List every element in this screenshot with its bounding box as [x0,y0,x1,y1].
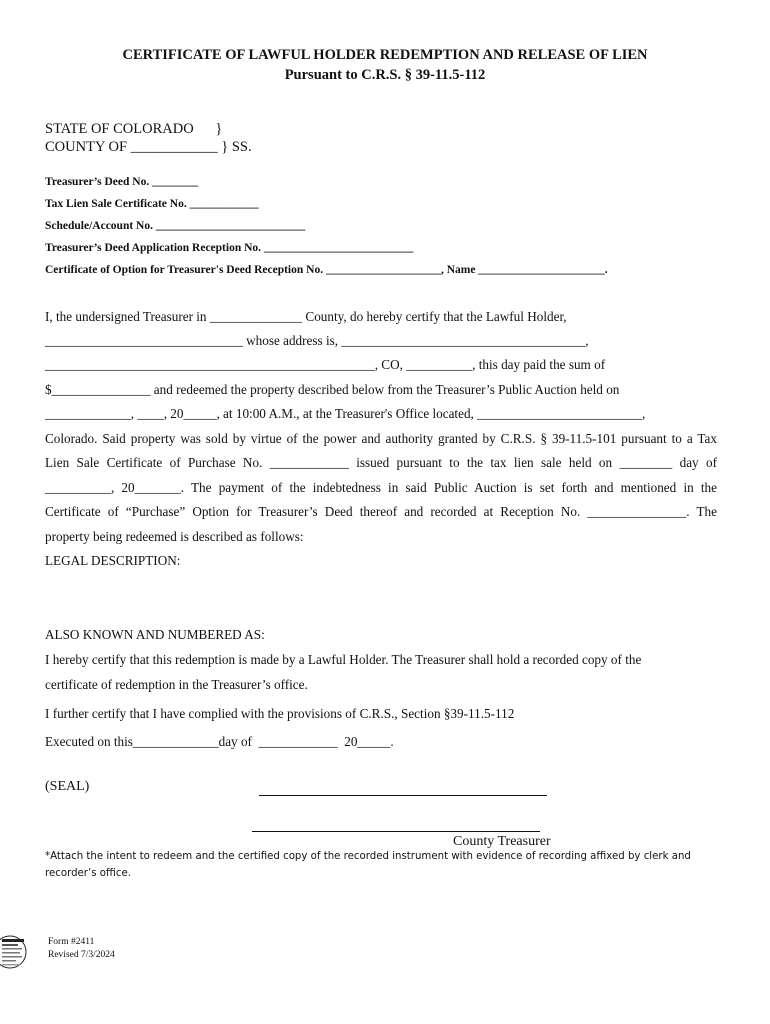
treasurer-signature-line [252,831,540,832]
form-revised-date: Revised 7/3/2024 [48,950,115,960]
document-subtitle: Pursuant to C.R.S. § 39-11.5-112 [284,67,486,83]
certify-lawful-holder-cont: certificate of redemption in the Treasurer’s office. [45,677,308,692]
body-line: property being redeemed is described as follows: [45,529,304,544]
body-line: _____________, ____, 20_____, at 10:00 A.M., at the Treasurer's Office located, _________________________, [45,406,646,421]
body-line: __________________________________________________, CO, __________, this day paid the sum of [45,357,606,372]
treasurer-seal-logo [0,935,34,969]
body-line: Lien Sale Certificate of Purchase No. ____________ issued pursuant to the tax lien sale held on ________ day of [45,455,717,470]
treasurers-deed-no: Treasurer’s Deed No. ________ [45,176,199,188]
county-treasurer-label: County Treasurer [453,834,551,849]
signature-line [259,795,547,796]
certify-lawful-holder: I hereby certify that this redemption is made by a Lawful Holder. The Treasurer shall hold a recorded copy of the [45,652,642,667]
certificate-of-option-line: Certificate of Option for Treasurer's Deed Reception No. ____________________, Name ______________________. [45,264,608,276]
form-number: Form #2411 [48,937,95,947]
body-line: $_______________ and redeemed the property described below from the Treasurer’s Public Auction held on [45,382,620,397]
document-title: CERTIFICATE OF LAWFUL HOLDER REDEMPTION AND RELEASE OF LIEN [122,47,648,63]
seal-label: (SEAL) [45,779,90,794]
tax-lien-certificate-no: Tax Lien Sale Certificate No. ____________ [45,198,259,210]
body-line: Certificate of “Purchase” Option for Treasurer’s Deed thereof and recorded at Reception No. _______________. The [45,504,717,519]
certify-compliance: I further certify that I have complied with the provisions of C.R.S., Section §39-11.5-112 [45,706,515,721]
body-line: ______________________________ whose address is, _____________________________________, [45,333,589,348]
body-line: I, the undersigned Treasurer in ______________ County, do hereby certify that the Lawful Holder, [45,309,567,324]
state-line: STATE OF COLORADO } [45,121,223,137]
footnote-line: recorder’s office. [45,868,131,879]
county-line: COUNTY OF ____________ } SS. [45,139,252,155]
body-line: Colorado. Said property was sold by virtue of the power and authority granted by C.R.S. § 39-11.5-101 pursuant to a Tax [45,431,717,446]
legal-description-label: LEGAL DESCRIPTION: [45,553,181,568]
schedule-account-no: Schedule/Account No. __________________________ [45,220,306,232]
deed-application-reception-no: Treasurer’s Deed Application Reception No. __________________________ [45,242,414,254]
also-known-as-label: ALSO KNOWN AND NUMBERED AS: [45,627,265,642]
body-line: __________, 20_______. The payment of the indebtedness in said Public Auction is set forth and mentioned in the [45,480,717,495]
executed-line: Executed on this_____________day of ____________ 20_____. [45,734,394,749]
footnote-line: *Attach the intent to redeem and the certified copy of the recorded instrument with evidence of recording affixed by clerk and [45,851,691,862]
